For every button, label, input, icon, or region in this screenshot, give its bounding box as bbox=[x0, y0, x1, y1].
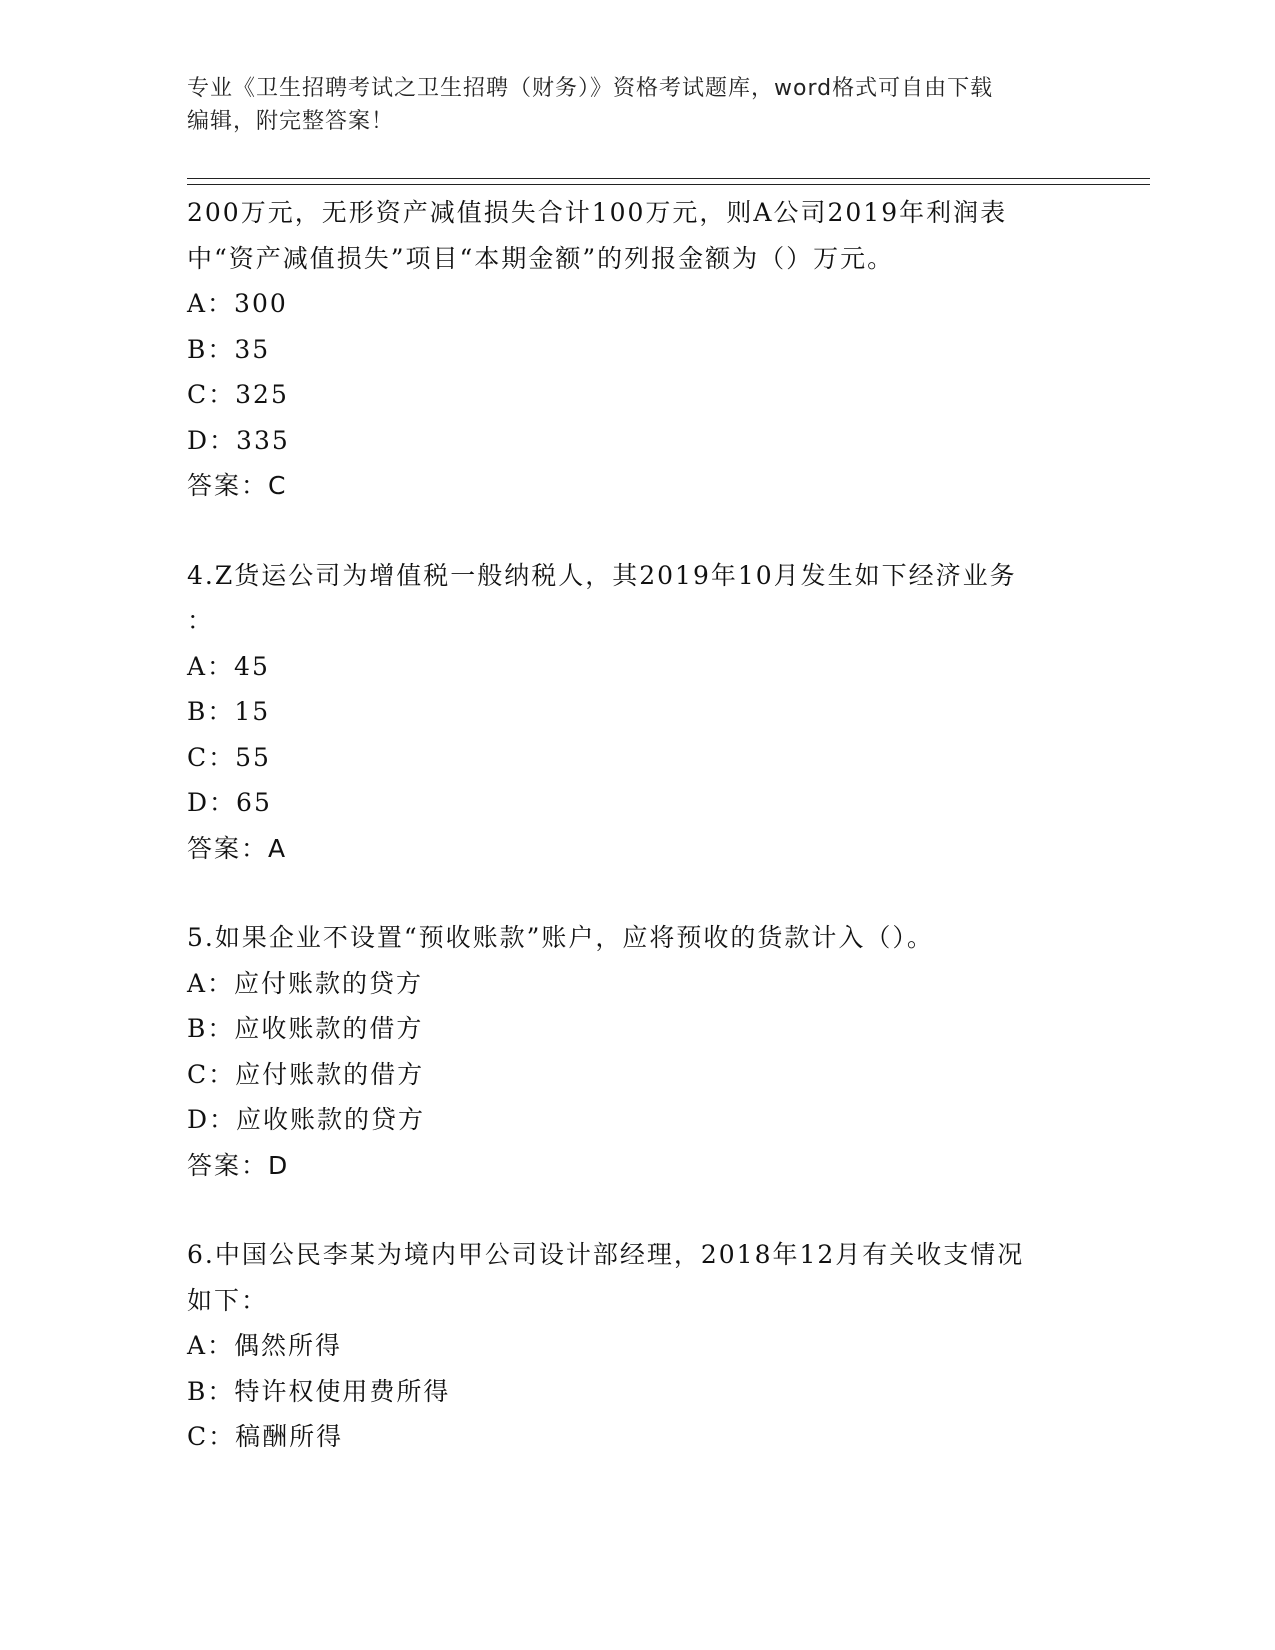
question-gap bbox=[187, 871, 1117, 915]
question-5-option-b: B：应收账款的借方 bbox=[187, 1014, 424, 1043]
question-4-stem-line-2: ： bbox=[187, 606, 215, 635]
question-3-option-b: B：35 bbox=[187, 334, 271, 364]
document-header bbox=[187, 72, 1087, 138]
header-divider-top bbox=[187, 178, 1150, 179]
question-5-answer: 答案：D bbox=[187, 1150, 290, 1180]
question-gap bbox=[187, 509, 1117, 553]
question-5 bbox=[187, 915, 1117, 1188]
question-4-stem-line-1: 4.Z货运公司为增值税一般纳税人，其2019年10月发生如下经济业务 bbox=[187, 560, 1017, 590]
question-5-option-d: D：应收账款的贷方 bbox=[187, 1105, 426, 1134]
question-4-option-d: D：65 bbox=[187, 788, 272, 817]
question-5-option-a: A：应付账款的贷方 bbox=[187, 968, 424, 998]
question-3-option-d: D：335 bbox=[187, 425, 290, 455]
question-gap bbox=[187, 1188, 1117, 1232]
question-3-answer: 答案：C bbox=[187, 471, 288, 500]
question-list bbox=[187, 190, 1117, 1460]
question-6-option-c: C：稿酬所得 bbox=[187, 1422, 344, 1451]
question-5-stem-line-1: 5.如果企业不设置“预收账款”账户，应将预收的货款计入（）。 bbox=[187, 923, 934, 952]
header-line-1: 专业《卫生招聘考试之卫生招聘（财务）》资格考试题库，word格式可自由下载 bbox=[187, 76, 994, 101]
question-3 bbox=[187, 190, 1117, 509]
question-3-option-a: A：300 bbox=[187, 289, 288, 318]
question-6 bbox=[187, 1232, 1117, 1460]
question-6-stem-line-2: 如下： bbox=[187, 1285, 269, 1315]
question-6-stem-line-1: 6.中国公民李某为境内甲公司设计部经理，2018年12月有关收支情况 bbox=[187, 1240, 1025, 1269]
question-6-option-b: B：特许权使用费所得 bbox=[187, 1376, 451, 1406]
question-5-option-c: C：应付账款的借方 bbox=[187, 1059, 425, 1089]
question-4 bbox=[187, 553, 1117, 872]
question-4-option-c: C：55 bbox=[187, 742, 271, 772]
question-3-stem-line-1: 200万元，无形资产减值损失合计100万元，则A公司2019年利润表 bbox=[187, 198, 1008, 227]
question-4-option-b: B：15 bbox=[187, 697, 271, 726]
question-4-answer: 答案：A bbox=[187, 833, 288, 863]
header-divider-bottom bbox=[187, 184, 1150, 185]
question-4-option-a: A：45 bbox=[187, 651, 270, 681]
header-line-2: 编辑，附完整答案！ bbox=[187, 109, 395, 134]
question-3-stem-line-2: 中“资产减值损失”项目“本期金额”的列报金额为（）万元。 bbox=[187, 243, 895, 273]
question-3-option-c: C：325 bbox=[187, 380, 289, 409]
question-6-option-a: A：偶然所得 bbox=[187, 1331, 343, 1360]
